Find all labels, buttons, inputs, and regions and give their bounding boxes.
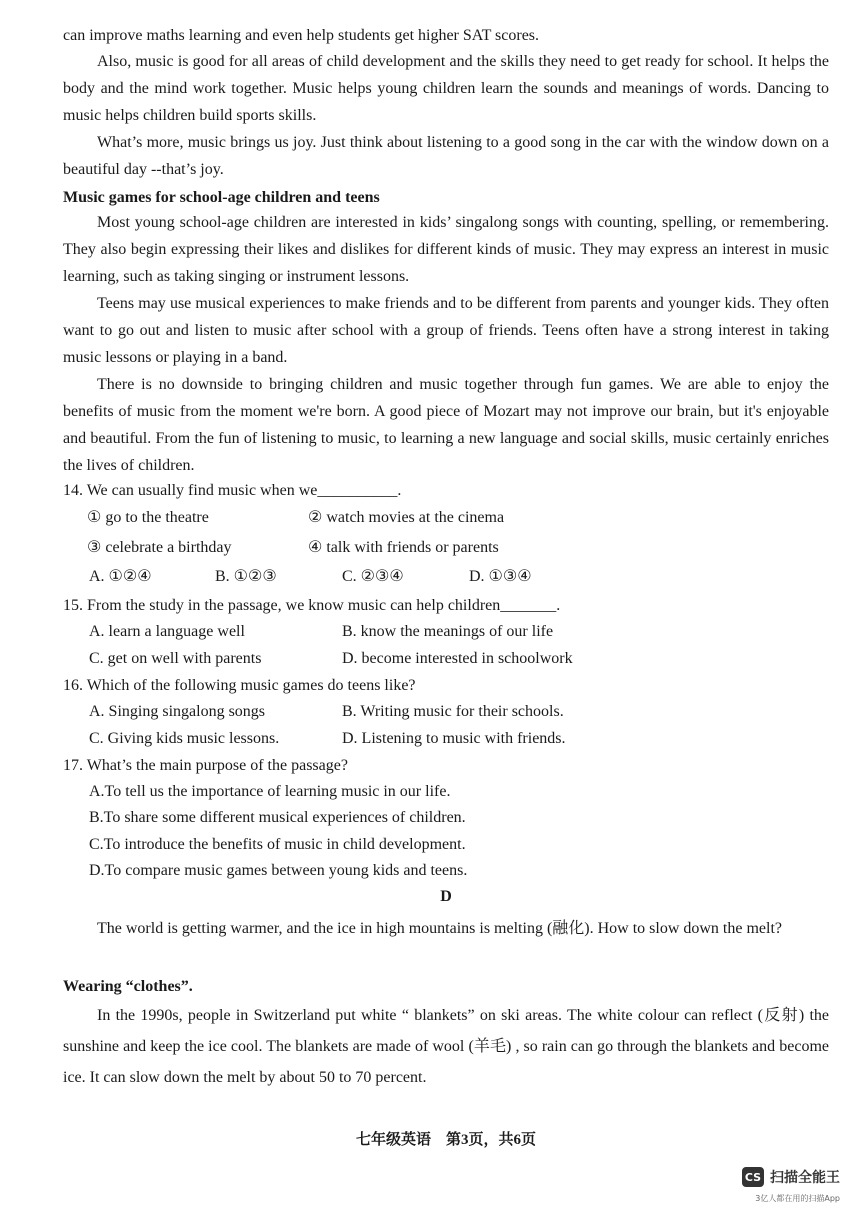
question-17-stem: 17. What’s the main purpose of the passage? [63, 757, 348, 774]
passage-c-paragraph-2: What’s more, music brings us joy. Just think about listening to a good song in the car with the window down on a beautiful day --that’s joy. [63, 134, 829, 178]
q17-option-c: C.To introduce the benefits of music in child development. [89, 836, 466, 853]
section-heading: Music games for school-age children and teens [63, 189, 380, 206]
passage-c-paragraph-4: Teens may use musical experiences to make friends and to be different from parents and younger kids. They often want to go out and listen to music after school with a group of friends. Teens often have a strong interest in taking music lessons or playing in a band. [63, 295, 829, 366]
passage-c-paragraph-5: There is no downside to bringing children and music together through fun games. We are able to enjoy the benefits of music from the moment we're born. A good piece of Mozart may not improve our brain, but it's enjoyable and beautiful. From the fun of listening to music, to learning a new language and social skills, music certainly enriches the lives of children. [63, 376, 829, 474]
passage-c-paragraph-1: Also, music is good for all areas of child development and the skills they need to get ready for school. It helps the body and the mind work together. Music helps young children learn the sounds and meanings of words. Dancing to music helps children build sports skills. [63, 53, 829, 124]
q15-option-b: B. know the meanings of our life [342, 623, 554, 640]
passage-d-label: D [440, 888, 452, 905]
passage-d-heading: Wearing “clothes”. [63, 978, 193, 995]
q14-item-2: ② watch movies at the cinema [308, 509, 505, 526]
q14-option-b: B. ①②③ [215, 568, 277, 585]
passage-c-paragraph-3: Most young school-age children are interested in kids’ singalong songs with counting, spelling, or remembering. They also begin expressing their likes and dislikes for different kinds of music. They may express an interest in music learning, such as taking singing or instrument lessons. [63, 214, 829, 285]
scanner-tagline: 3亿人都在用的扫描App [755, 1194, 840, 1203]
q15-option-d: D. become interested in schoolwork [342, 650, 573, 667]
question-16-stem: 16. Which of the following music games do teens like? [63, 677, 416, 694]
q16-option-b: B. Writing music for their schools. [342, 703, 564, 720]
q14-item-4: ④ talk with friends or parents [308, 539, 499, 556]
q14-option-a: A. ①②④ [89, 568, 152, 585]
q16-option-c: C. Giving kids music lessons. [89, 730, 280, 747]
passage-d-paragraph-2: In the 1990s, people in Switzerland put white “ blankets” on ski areas. The white colour can reflect (反射) the sunshine and keep the ice cool. The blankets are made of wool (羊毛) , so rain can go through the blankets and become ice. It can slow down the melt by about 50 to 70 percent. [63, 1007, 829, 1086]
passage-c-line: can improve maths learning and even help students get higher SAT scores. [63, 27, 540, 44]
scanner-app-name: 扫描全能王 [770, 1170, 840, 1186]
q15-option-c: C. get on well with parents [89, 650, 262, 667]
q14-option-d: D. ①③④ [469, 568, 532, 585]
q17-option-d: D.To compare music games between young kids and teens. [89, 862, 468, 879]
question-14-stem: 14. We can usually find music when we__________. [63, 482, 402, 499]
q17-option-a: A.To tell us the importance of learning music in our life. [89, 783, 451, 800]
page-footer: 七年级英语 第3页，共6页 [355, 1132, 536, 1148]
q17-option-b: B.To share some different musical experiences of children. [89, 809, 466, 826]
question-15-stem: 15. From the study in the passage, we know music can help children_______. [63, 597, 561, 614]
passage-d-paragraph-1: The world is getting warmer, and the ice in high mountains is melting (融化). How to slow down the melt? [97, 920, 783, 937]
q14-option-c: C. ②③④ [342, 568, 404, 585]
scanner-logo-icon: CS [742, 1167, 764, 1187]
q16-option-a: A. Singing singalong songs [89, 703, 266, 720]
q14-item-1: ① go to the theatre [87, 509, 209, 526]
q15-option-a: A. learn a language well [89, 623, 245, 640]
scanner-watermark [742, 1167, 840, 1187]
q16-option-d: D. Listening to music with friends. [342, 730, 566, 747]
q14-item-3: ③ celebrate a birthday [87, 539, 232, 556]
